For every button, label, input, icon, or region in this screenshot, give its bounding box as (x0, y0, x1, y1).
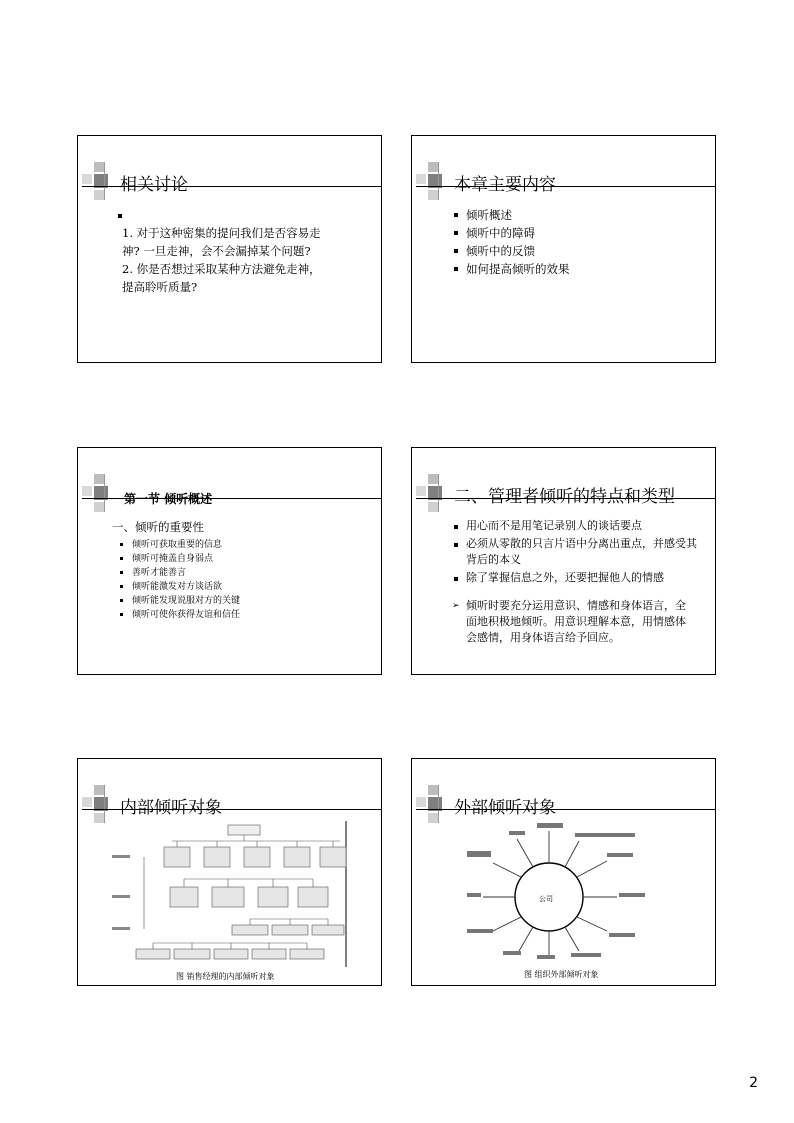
slide-title: 本章主要内容 (454, 175, 556, 195)
slide-title: 相关讨论 (120, 175, 188, 195)
text-line: 1. 对于这种密集的提问我们是否容易走 (122, 226, 321, 240)
slide-title: 第一节 倾听概述 (124, 492, 213, 506)
figure-caption: 图 销售经理的内部倾听对象 (176, 972, 275, 981)
slide-body (452, 206, 705, 278)
text-line: 神? 一旦走神，会不会漏掉某个问题? (122, 244, 311, 258)
list-item: 倾听可使你获得友谊和信任 (118, 608, 371, 622)
list-item: 如何提高倾听的效果 (452, 260, 705, 278)
slide-decoration (82, 785, 120, 823)
bullet-marker (118, 214, 122, 218)
slide-decoration (416, 785, 454, 823)
slide-title: 内部倾听对象 (120, 798, 222, 818)
org-chart-image (108, 819, 348, 969)
text-line: 2. 你是否想过采取某种方法避免走神， (122, 262, 321, 276)
list-item: 除了掌握信息之外，还要把握他人的情感 (452, 570, 705, 586)
list-item: 倾听中的反馈 (452, 242, 705, 260)
slide-body (112, 518, 371, 622)
slide-listening-overview (77, 447, 382, 675)
figure-caption: 图 组织外部倾听对象 (524, 970, 599, 979)
slide-decoration (82, 162, 120, 200)
slide-title: 外部倾听对象 (454, 798, 556, 818)
list-item: 必须从零散的只言片语中分离出重点，并感受其背后的本义 (452, 536, 705, 568)
text-line: 面地积极地倾听。用意识理解本意，用情感体 (466, 615, 686, 628)
list-item: 倾听可掩盖自身弱点 (118, 552, 371, 566)
slide-decoration (82, 474, 120, 512)
section-subtitle: 一、倾听的重要性 (112, 520, 204, 534)
slide-decoration (416, 162, 454, 200)
page-number: 2 (749, 1075, 758, 1091)
slide-external-listening (411, 758, 716, 986)
slide-body (118, 208, 371, 296)
list-item: 倾听中的障碍 (452, 224, 705, 242)
slide-manager-listening (411, 447, 716, 675)
radial-diagram-image (467, 821, 667, 963)
slide-internal-listening (77, 758, 382, 986)
text-line: 提高聆听质量? (122, 280, 198, 294)
list-item: 倾听能激发对方谈话欲 (118, 580, 371, 594)
slide-title: 二、管理者倾听的特点和类型 (454, 487, 675, 507)
list-item: 善听才能善言 (118, 566, 371, 580)
slide-related-discussion (77, 135, 382, 363)
slide-body (452, 518, 705, 646)
slide-chapter-contents (411, 135, 716, 363)
arrow-paragraph (452, 598, 705, 646)
text-line: 会感情，用身体语言给予回应。 (466, 631, 620, 644)
list-item: 倾听概述 (452, 206, 705, 224)
text-line: ➢ 倾听时要充分运用意识、情感和身体语言，全 (466, 599, 686, 612)
list-item: 用心而不是用笔记录别人的谈话要点 (452, 518, 705, 534)
list-item: 倾听能发现说服对方的关键 (118, 594, 371, 608)
slide-decoration (416, 474, 454, 512)
diagram-center-label: 公司 (539, 895, 553, 903)
list-item: 倾听可获取重要的信息 (118, 538, 371, 552)
